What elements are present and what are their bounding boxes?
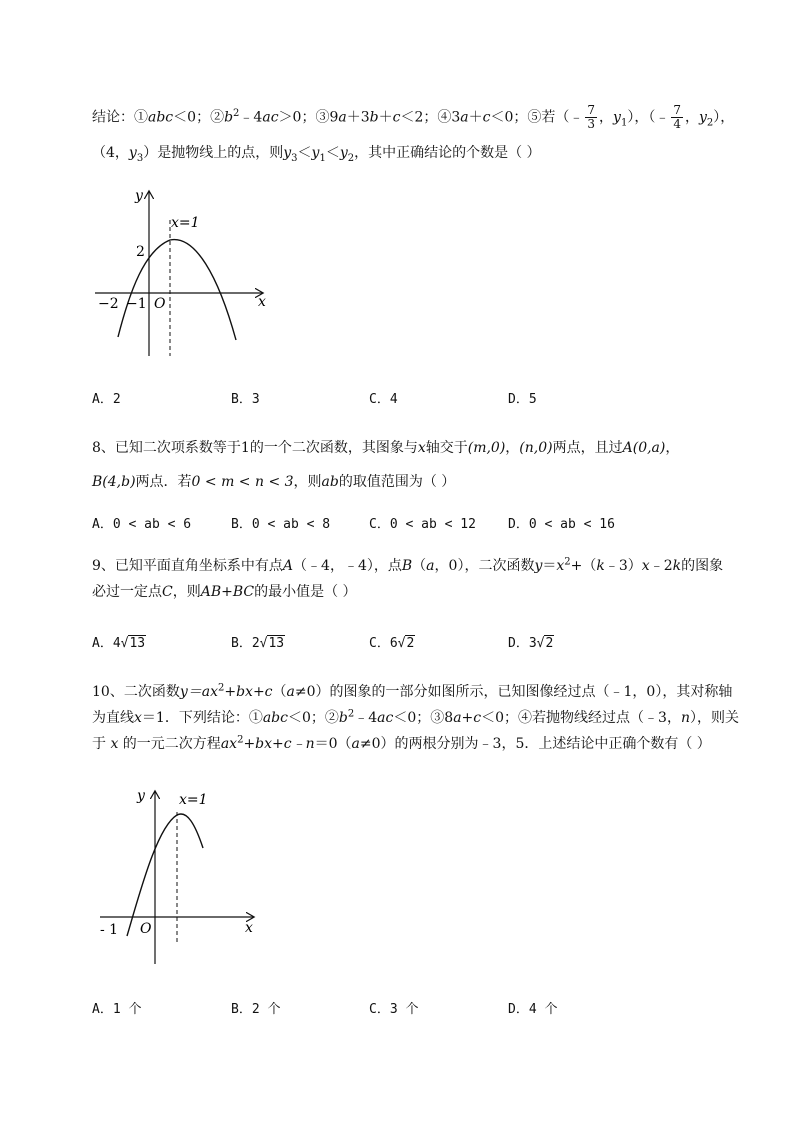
origin-label: O: [140, 921, 152, 937]
parabola-curve: [127, 814, 203, 936]
y-axis-label: y: [137, 788, 145, 804]
q9-line2: 必过一定点C，则AB+BC的最小值是（ ）: [92, 584, 357, 600]
tick-neg1-label: −1: [126, 296, 147, 312]
q8-option-b: B．0 < ab < 8: [231, 517, 331, 532]
symmetry-axis-label: x=1: [179, 792, 208, 808]
y-axis-label: y: [135, 188, 143, 204]
q10-option-a: A．1 个: [92, 1002, 142, 1017]
q9-option-c: C．6√2: [369, 636, 415, 651]
x-axis-label: x: [245, 920, 253, 936]
q10-parabola-graph: [95, 782, 265, 976]
q8-line1: 8、已知二次项系数等于1的一个二次函数，其图象与x轴交于(m,0)，(n,0)两点，且过A(0,a)，: [92, 440, 680, 456]
q7-line2: （4，$y_3$）是抛物线上的点，则$y_3<y_1<y_2$，其中正确结论的个数是（ ）: [92, 145, 541, 164]
q10-line2: 为直线x＝1．下列结论：①abc＜0；$②b^2﹣4ac<0$；③8a+c＜0；④若抛物线经过点（﹣3，n），则关: [92, 708, 739, 726]
fraction-7-4: $\frac{7}{4}$: [673, 103, 681, 131]
q7-option-c: C．4: [369, 392, 398, 407]
q10-option-d: D．4 个: [508, 1002, 558, 1017]
fraction-7-3: $\frac{7}{3}$: [587, 103, 596, 131]
q8-option-a: A．0 < ab < 6: [92, 517, 192, 532]
q10-option-b: B．2 个: [231, 1002, 281, 1017]
origin-label: O: [154, 296, 166, 312]
q10-option-c: C．3 个: [369, 1002, 419, 1017]
q7-line1: 结论：①abc＜0；$②b^2﹣4ac>0$；③9a＋3b＋c＜2；④3a＋c＜0；⑤若（﹣ $\frac{7}{3}$ ，$y_1$），（﹣ $\frac{7}{4}$ ，$y_2$），: [92, 103, 735, 131]
q10-line1: 10、二次函数$y=ax^2+bx+c(a\ne 0)$的图象的一部分如图所示，已知图像经过点（﹣1，0），其对称轴: [92, 682, 733, 700]
q7-option-b: B．3: [231, 392, 260, 407]
q9-option-b: B．2√13: [231, 636, 285, 651]
y-intercept-label: 2: [136, 244, 145, 260]
q9-option-a: A．4√13: [92, 636, 146, 651]
q10-line3: 于 x 的一元二次方程$ax^2+bx+c﹣n=0(a\ne 0)$的两根分别为﹣3，5．上述结论中正确个数有（ ）: [92, 734, 711, 752]
q8-option-d: D．0 < ab < 16: [508, 517, 615, 532]
q9-option-d: D．3√2: [508, 636, 554, 651]
q8-line2: B(4,b)两点．若0 < m < n < 3，则ab的取值范围为（ ）: [92, 474, 456, 490]
q7-option-a: A．2: [92, 392, 121, 407]
q9-line1: 9、已知平面直角坐标系中有点A（﹣4，﹣4），点B（a，0），二次函数$y=x^2+(k﹣3)x﹣2k$的图象: [92, 556, 724, 574]
q8-option-c: C．0 < ab < 12: [369, 517, 476, 532]
tick-neg2-label: −2: [98, 296, 119, 312]
x-axis-label: x: [258, 294, 266, 310]
q7-parabola-graph: [90, 180, 280, 369]
q7-option-d: D．5: [508, 392, 537, 407]
symmetry-axis-label: x=1: [171, 215, 200, 231]
tick-neg1-label: - 1: [100, 922, 119, 938]
